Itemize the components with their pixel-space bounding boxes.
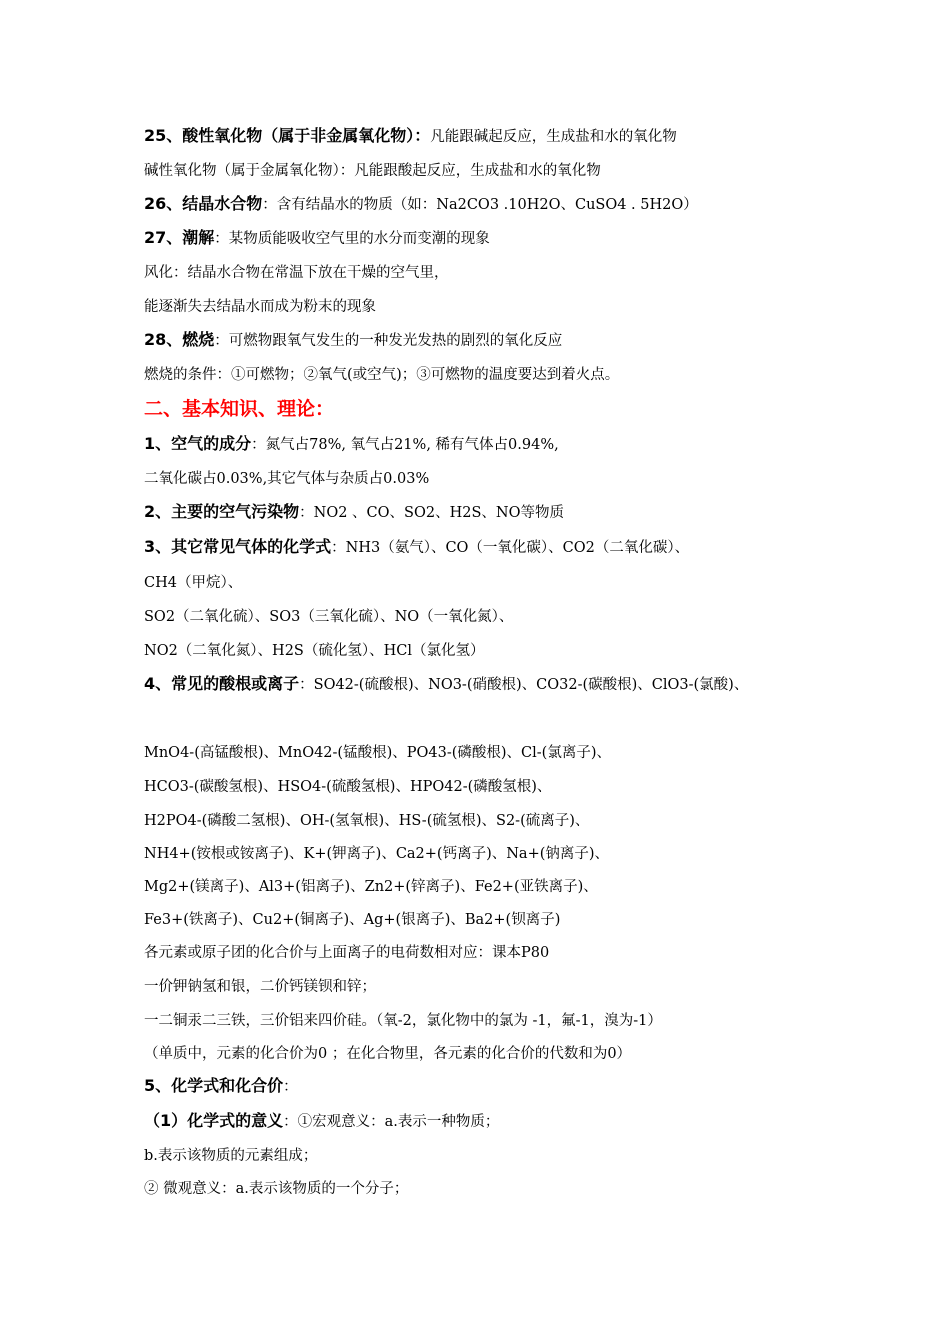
text-line: [144, 606, 910, 627]
line-text: ：含有结晶水的物质（如：Na2CO3 .10H2O、CuSO4 . 5H2O）: [262, 197, 698, 213]
text-line: [144, 1145, 910, 1166]
line-text: NO2（二氧化氮）、H2S（硫化氢）、HCl（氯化氢）: [144, 643, 485, 659]
line-bold: 28、燃烧: [144, 330, 215, 349]
line-bold: 1、空气的成分: [144, 434, 252, 453]
text-line: [144, 1010, 910, 1031]
text-line: [144, 296, 910, 317]
text-line: [144, 1043, 910, 1064]
line-text: 燃烧的条件：①可燃物；②氧气(或空气)；③可燃物的温度要达到着火点。: [144, 367, 620, 383]
text-line: [144, 502, 910, 523]
line-text: 风化：结晶水合物在常温下放在干燥的空气里，: [144, 265, 449, 281]
text-line: [144, 468, 910, 489]
text-line: [144, 976, 910, 997]
text-line: [144, 572, 910, 593]
line-text: 凡能跟碱起反应，生成盐和水的氧化物: [430, 129, 677, 145]
text-line: [144, 843, 910, 864]
text-line: [144, 1178, 910, 1199]
text-line: [144, 537, 910, 558]
line-text: Fe3+(铁离子)、Cu2+(铜离子)、Ag+(银离子)、Ba2+(钡离子): [144, 912, 561, 928]
line-text: 能逐渐失去结晶水而成为粉末的现象: [144, 299, 376, 315]
text-line: [144, 742, 910, 763]
line-bold: 5、化学式和化合价: [144, 1076, 284, 1095]
line-text: CH4（甲烷）、: [144, 575, 243, 591]
text-line: [144, 160, 910, 181]
line-text: （单质中，元素的化合价为0 ；在化合物里，各元素的化合价的代数和为0）: [144, 1046, 632, 1062]
line-text: H2PO4-(磷酸二氢根)、OH-(氢氧根)、HS-(硫氢根)、S2-(硫离子)、: [144, 813, 590, 829]
line-text: NH4+(铵根或铵离子)、K+(钾离子)、Ca2+(钙离子)、Na+(钠离子)、: [144, 846, 610, 862]
line-text: Mg2+(镁离子)、Al3+(铝离子)、Zn2+(锌离子)、Fe2+(亚铁离子)、: [144, 879, 598, 895]
text-line: [144, 1111, 910, 1132]
line-text: 各元素或原子团的化合价与上面离子的电荷数相对应：课本P80: [144, 945, 550, 961]
text-line: [144, 330, 910, 351]
line-text: 二氧化碳占0.03%,其它气体与杂质占0.03%: [144, 471, 430, 487]
line-text: 碱性氧化物（属于金属氧化物）：凡能跟酸起反应，生成盐和水的氧化物: [144, 163, 601, 179]
text-line: [144, 674, 910, 695]
line-bold: 25、酸性氧化物（属于非金属氧化物）：: [144, 126, 431, 145]
text-line: [144, 1076, 910, 1097]
text-line: [144, 194, 910, 215]
line-text: b.表示该物质的元素组成；: [144, 1148, 318, 1164]
text-line: [144, 776, 910, 797]
section-heading-text: 二、基本知识、理论：: [144, 398, 335, 420]
text-line: [144, 942, 910, 963]
line-text: ：SO42-(硫酸根)、NO3-(硝酸根)、CO32-(碳酸根)、ClO3-(氯酸)、: [299, 677, 749, 693]
line-text: MnO4-(高锰酸根)、MnO42-(锰酸根)、PO43-(磷酸根)、Cl-(氯离子)、: [144, 745, 612, 761]
line-bold: 4、常见的酸根或离子: [144, 674, 300, 693]
text-line: [144, 262, 910, 283]
line-text: ：NH3（氨气）、CO（一氧化碳）、CO2（二氧化碳）、: [331, 540, 690, 556]
text-line: [144, 126, 910, 147]
line-text: ：NO2 、CO、SO2、H2S、NO等物质: [299, 505, 564, 521]
text-line: [144, 909, 910, 930]
line-bold: 2、主要的空气污染物: [144, 502, 300, 521]
text-line: [144, 228, 910, 249]
line-text: 一二铜汞二三铁，三价铝来四价硅。（氧-2，氯化物中的氯为 -1，氟-1，溴为-1）: [144, 1013, 662, 1029]
line-bold: 27、潮解: [144, 228, 215, 247]
line-text: ：氮气占78%, 氧气占21%, 稀有气体占0.94%,: [251, 437, 559, 453]
text-line: [144, 876, 910, 897]
line-text: ：①宏观意义：a.表示一种物质；: [283, 1114, 500, 1130]
line-text: ② 微观意义：a.表示该物质的一个分子；: [144, 1181, 409, 1197]
text-line: [144, 434, 910, 455]
line-text: ：: [283, 1079, 298, 1095]
line-text: HCO3-(碳酸氢根)、HSO4-(硫酸氢根)、HPO42-(磷酸氢根)、: [144, 779, 552, 795]
line-bold: （1）化学式的意义: [144, 1111, 284, 1130]
line-bold: 3、其它常见气体的化学式: [144, 537, 332, 556]
section-heading: [144, 396, 910, 423]
line-text: ：某物质能吸收空气里的水分而变潮的现象: [214, 231, 490, 247]
line-text: ：可燃物跟氧气发生的一种发光发热的剧烈的氧化反应: [214, 333, 563, 349]
line-text: SO2（二氧化硫）、SO3（三氧化硫）、NO（一氧化氮）、: [144, 609, 514, 625]
line-bold: 26、结晶水合物: [144, 194, 263, 213]
line-text: 一价钾钠氢和银，二价钙镁钡和锌；: [144, 979, 376, 995]
text-line: [144, 640, 910, 661]
text-line: [144, 364, 910, 385]
text-line: [144, 810, 910, 831]
